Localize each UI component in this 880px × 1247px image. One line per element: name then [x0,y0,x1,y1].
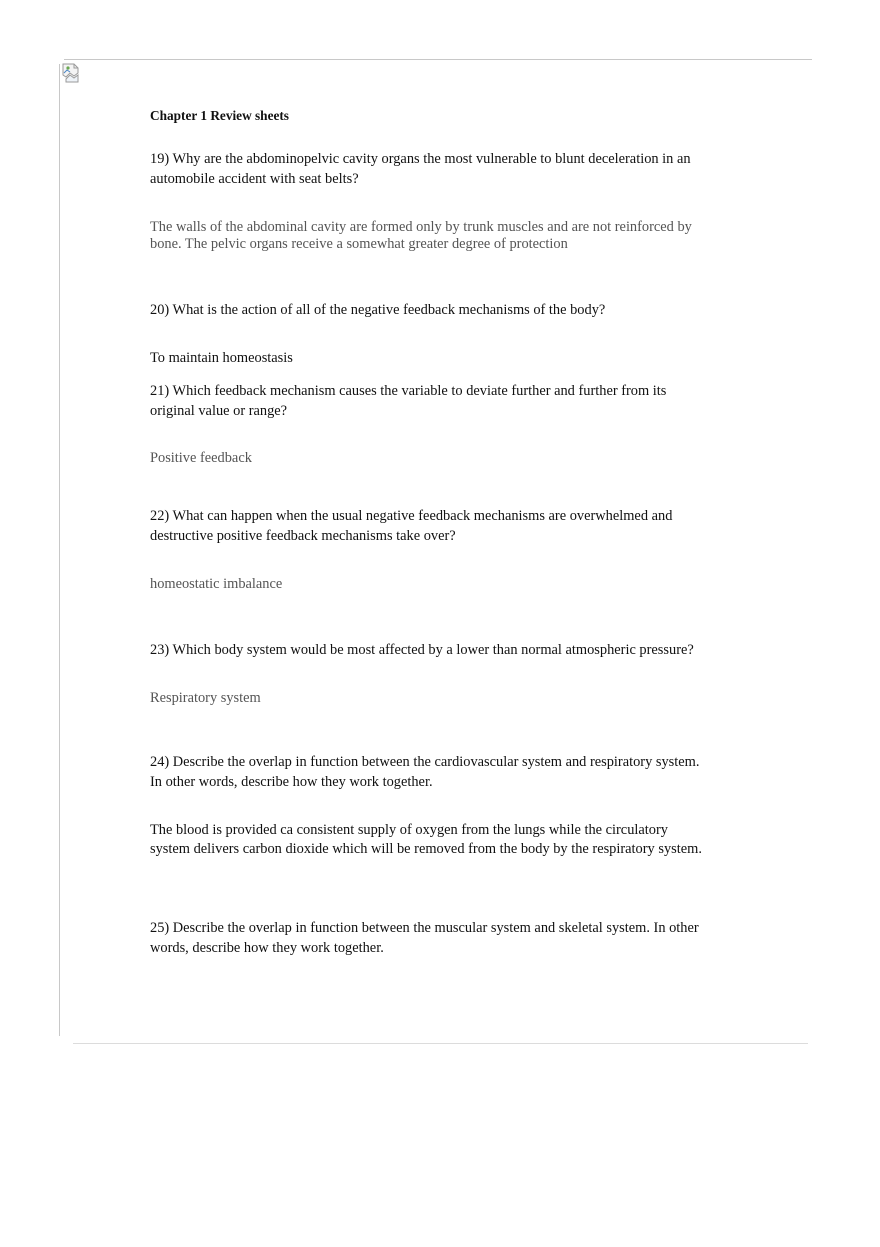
answer-23: Respiratory system [150,690,261,706]
question-21: 21) Which feedback mechanism causes the variable to deviate further and further from its original value or range? [150,383,667,419]
answer-19: The walls of the abdominal cavity are formed only by trunk muscles and are not reinforced by bone. The pelvic organs receive a somewhat greater degree of protection [150,219,692,252]
answer-24: The blood is provided ca consistent supply of oxygen from the lungs while the circulatory system delivers carbon dioxide which will be removed from the body by the respiratory system. [150,822,702,857]
broken-image-icon [62,63,82,83]
question-22: 22) What can happen when the usual negative feedback mechanisms are overwhelmed and destructive positive feedback mechanisms take over? [150,508,673,544]
question-23: 23) Which body system would be most affected by a lower than normal atmospheric pressure? [150,642,694,658]
document-title: Chapter 1 Review sheets [150,108,289,123]
answer-22: homeostatic imbalance [150,576,283,592]
page-frame-bottom-border [73,1043,808,1044]
question-24: 24) Describe the overlap in function between the cardiovascular system and respiratory system. In other words, describe how they work together. [150,754,700,790]
answer-20: To maintain homeostasis [150,350,293,366]
question-25: 25) Describe the overlap in function between the muscular system and skeletal system. In other words, describe how they work together. [150,920,699,956]
page-frame-left-border [59,64,60,1036]
question-19: 19) Why are the abdominopelvic cavity organs the most vulnerable to blunt deceleration in an automobile accident with seat belts? [150,151,691,187]
answer-21: Positive feedback [150,450,252,466]
page-frame-top-border [64,59,812,60]
question-20: 20) What is the action of all of the negative feedback mechanisms of the body? [150,302,606,318]
